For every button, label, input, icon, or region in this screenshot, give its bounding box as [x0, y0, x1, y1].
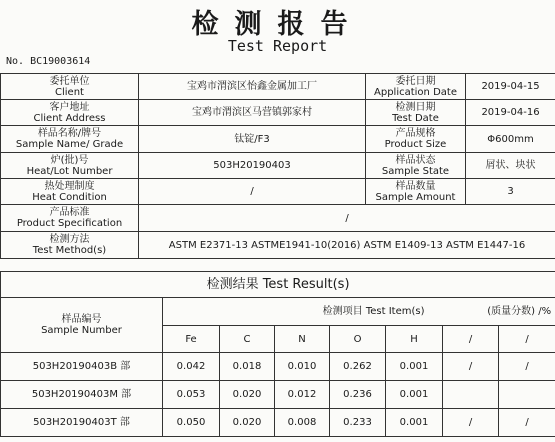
spec-value: /: [139, 205, 555, 232]
value-cell: /: [443, 409, 499, 437]
value-cell: 0.020: [220, 409, 275, 437]
entrust-date-label: 委托日期 Application Date: [366, 74, 466, 100]
spec-row: [1, 205, 555, 232]
test-date-label: 检测日期 Test Date: [366, 100, 466, 126]
address-label: 客户地址 Client Address: [1, 100, 139, 126]
element-header-c: C: [220, 326, 275, 353]
heat-value: 503H20190403: [139, 153, 366, 179]
value-cell: 0.010: [275, 353, 330, 381]
heat-row: [1, 153, 555, 179]
value-cell: 0.008: [275, 409, 330, 437]
results-title-row: [1, 272, 555, 298]
results-items-row: [1, 298, 555, 326]
value-cell: 0.236: [330, 381, 386, 409]
value-cell: 0.020: [220, 381, 275, 409]
report-number: No. BC19003614: [6, 56, 91, 67]
table-row: [1, 381, 555, 409]
sample-name-row: [1, 126, 555, 153]
sample-name-value: 钛锭/F3: [139, 126, 366, 153]
table-row: [1, 409, 555, 437]
condition-label: 热处理制度 Heat Condition: [1, 179, 139, 205]
condition-row: [1, 179, 555, 205]
state-label: 样品状态 Sample State: [366, 153, 466, 179]
value-cell: 0.053: [163, 381, 220, 409]
report-title-en: Test Report: [227, 37, 328, 55]
value-cell: 0.233: [330, 409, 386, 437]
value-cell: 0.042: [163, 353, 220, 381]
value-cell: 0.012: [275, 381, 330, 409]
client-row: [1, 74, 555, 100]
value-cell: 0.001: [386, 353, 443, 381]
heat-label: 炉(批)号 Heat/Lot Number: [1, 153, 139, 179]
sample-name-cell: 503H20190403B 部: [1, 353, 163, 381]
sample-name-label: 样品名称/牌号 Sample Name/ Grade: [1, 126, 139, 153]
info-table: [0, 73, 555, 259]
sample-name-cell: 503H20190403M 部: [1, 381, 163, 409]
value-cell: 0.001: [386, 381, 443, 409]
value-cell: [499, 381, 555, 409]
table-row: [1, 353, 555, 381]
report-title-cn: 检测报告: [191, 9, 364, 40]
results-title: 检测结果 Test Result(s): [1, 272, 555, 298]
sample-name-cell: 503H20190403T 部: [1, 409, 163, 437]
state-value: 屑状、块状: [466, 153, 555, 179]
size-value: Φ600mm: [466, 126, 555, 153]
value-cell: 0.050: [163, 409, 220, 437]
method-row: [1, 232, 555, 259]
value-cell: /: [499, 409, 555, 437]
amount-value: 3: [466, 179, 555, 205]
element-header-n: N: [275, 326, 330, 353]
element-header-blank-1: /: [443, 326, 499, 353]
value-cell: 0.262: [330, 353, 386, 381]
client-label: 委托单位 Client: [1, 74, 139, 100]
address-value: 宝鸡市渭滨区马营镇郭家村: [139, 100, 366, 126]
value-cell: /: [499, 353, 555, 381]
value-cell: 0.001: [386, 409, 443, 437]
results-table: [0, 271, 555, 437]
spec-label: 产品标准 Product Specification: [1, 205, 139, 232]
element-header-fe: Fe: [163, 326, 220, 353]
method-label: 检测方法 Test Method(s): [1, 232, 139, 259]
size-label: 产品规格 Product Size: [366, 126, 466, 153]
test-items-header: 检测项目 Test Item(s): [163, 298, 443, 326]
sample-number-header: 样品编号 Sample Number: [1, 298, 163, 353]
element-header-h: H: [386, 326, 443, 353]
unit-header: (质量分数) /%: [443, 298, 555, 326]
condition-value: /: [139, 179, 366, 205]
client-value: 宝鸡市渭滨区怡鑫金属加工厂: [139, 74, 366, 100]
amount-label: 样品数量 Sample Amount: [366, 179, 466, 205]
element-header-o: O: [330, 326, 386, 353]
value-cell: 0.018: [220, 353, 275, 381]
test-date-value: 2019-04-16: [466, 100, 555, 126]
value-cell: [443, 381, 499, 409]
address-row: [1, 100, 555, 126]
element-header-blank-2: /: [499, 326, 555, 353]
method-value: ASTM E2371-13 ASTME1941-10(2016) ASTM E1409-13 ASTM E1447-16: [139, 232, 555, 259]
entrust-date-value: 2019-04-15: [466, 74, 555, 100]
value-cell: /: [443, 353, 499, 381]
